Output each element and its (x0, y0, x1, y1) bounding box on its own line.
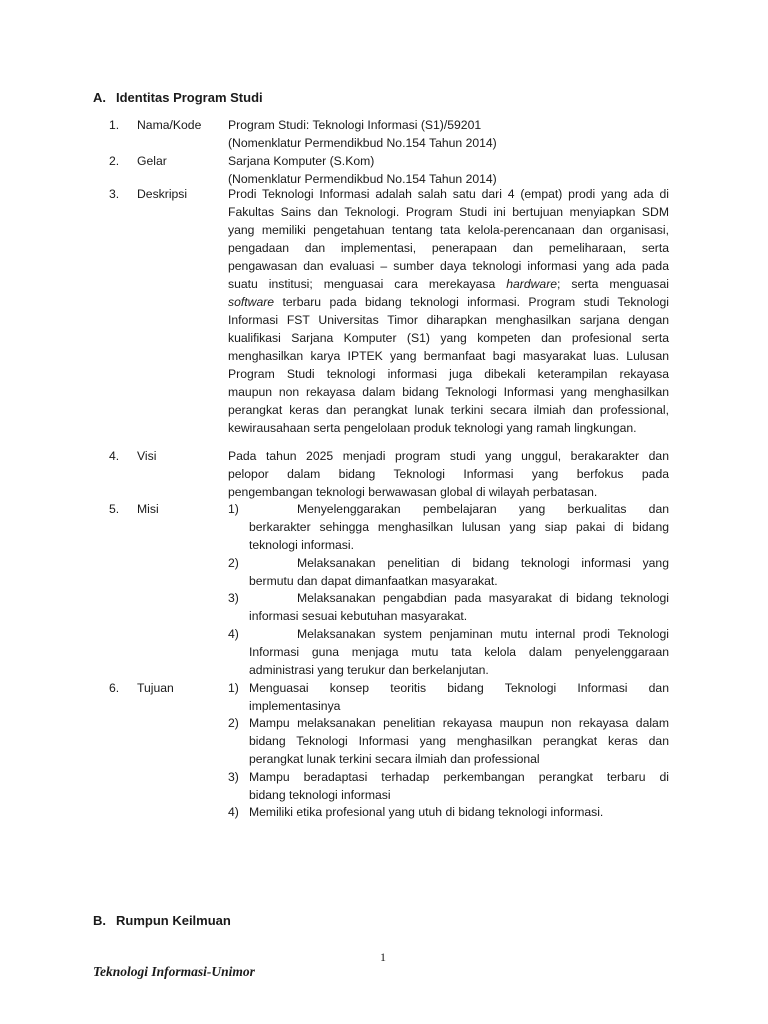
text-line: Informasi FST Universitas Timor diharapkan menghasilkan sarjana dengan (228, 313, 669, 327)
item-body (249, 714, 669, 768)
text-line: perangkat keras dan perangkat lunak terkini secara ilmiah dan professional, (228, 403, 669, 417)
row-number: 1. (109, 118, 120, 132)
row-number: 2. (109, 154, 120, 168)
text-segment: Melaksanakan penelitian di bidang teknologi informasi yang (297, 556, 669, 570)
row-number: 3. (109, 187, 120, 201)
text-line: Program Studi: Teknologi Informasi (S1)/59201 (228, 118, 482, 132)
section-a-title: Identitas Program Studi (116, 90, 263, 105)
text-line: teknologi informasi. (249, 538, 354, 552)
text-segment: suatu institusi; menguasai cara merekayasa (228, 277, 496, 291)
text-line: Sarjana Komputer (S.Kom) (228, 154, 375, 168)
text-line: pelopor dalam bidang Teknologi Informasi yang berfokus pada (228, 467, 669, 481)
section-b-heading (93, 913, 231, 929)
item-index: 1) (228, 681, 239, 695)
row-label: Tujuan (137, 681, 174, 695)
text-line: Menguasai konsep teoritis bidang Teknologi Informasi dan (249, 681, 669, 695)
item-body (249, 625, 669, 679)
row-content (228, 116, 669, 152)
text-line: maupun non rekayasa dalam bidang Teknologi Informasi yang menghasilkan (228, 385, 669, 399)
text-line: administrasi yang terukur dan berkelanjutan. (249, 663, 489, 677)
text-line: implementasinya (249, 699, 341, 713)
text-line: kualifikasi Sarjana Komputer (S1) yang kompeten dan profesional serta (228, 331, 669, 345)
row-label: Deskripsi (137, 187, 188, 201)
text-line (249, 500, 669, 518)
text-line: bidang teknologi informasi (249, 788, 391, 802)
item-index: 3) (228, 591, 239, 605)
item-index: 3) (228, 770, 239, 784)
item-index: 4) (228, 805, 239, 819)
row-label: Misi (137, 502, 159, 516)
item-index: 2) (228, 716, 239, 730)
item-body (249, 589, 669, 625)
text-line-mixed (228, 275, 669, 293)
row-number: 5. (109, 502, 120, 516)
item-index: 4) (228, 627, 239, 641)
text-line: bidang Teknologi Informasi yang menghasilkan perangkat keras dan (249, 734, 669, 748)
item-body (249, 500, 669, 554)
text-line: Program Studi teknologi informasi juga dibekali keterampilan rekayasa (228, 367, 669, 381)
text-line: bermutu dan dapat dimanfaatkan masyarakat. (249, 574, 498, 588)
text-segment: ; serta menguasai (557, 277, 669, 291)
text-line: Fakultas Sains dan Teknologi. Program Studi ini bertujuan menyiapkan SDM (228, 205, 669, 219)
text-segment: Menyelenggarakan pembelajaran yang berkualitas dan (297, 502, 669, 516)
item-index: 2) (228, 556, 239, 570)
item-body (249, 679, 669, 715)
text-line (249, 589, 669, 607)
text-line: informasi sesuai kebutuhan masyarakat. (249, 609, 468, 623)
section-a-heading (93, 90, 263, 106)
text-line: pengembangan teknologi berwawasan global di wilayah perbatasan. (228, 485, 598, 499)
row-number: 4. (109, 449, 120, 463)
section-b-title: Rumpun Keilmuan (116, 913, 231, 928)
text-line: Prodi Teknologi Informasi adalah salah satu dari 4 (empat) prodi yang ada di (228, 187, 669, 201)
text-line: berkarakter sehingga menghasilkan lulusan yang siap pakai di bidang (249, 520, 669, 534)
text-segment: Melaksanakan system penjaminan mutu internal prodi Teknologi (297, 627, 669, 641)
item-index: 1) (228, 502, 239, 516)
item-body (249, 803, 669, 821)
text-line: (Nomenklatur Permendikbud No.154 Tahun 2014) (228, 172, 497, 186)
item-body (249, 554, 669, 590)
item-body (249, 768, 669, 804)
text-segment: Melaksanakan pengabdian pada masyarakat di bidang teknologi (297, 591, 669, 605)
text-line (249, 554, 669, 572)
text-segment: terbaru pada bidang teknologi informasi. Program studi Teknologi (274, 295, 669, 309)
footer-title: Teknologi Informasi-Unimor (93, 964, 255, 979)
text-line: pengawasan dan evaluasi – sumber daya teknologi informasi yang ada pada (228, 259, 669, 273)
text-line: (Nomenklatur Permendikbud No.154 Tahun 2014) (228, 136, 497, 150)
row-label: Visi (137, 449, 157, 463)
text-line: Mampu melaksanakan penelitian rekayasa maupun non rekayasa dalam (249, 716, 669, 730)
text-line: pengadaan dan implementasi, penerapaan dan pemeliharaan, serta (228, 241, 669, 255)
text-line: Pada tahun 2025 menjadi program studi yang unggul, berakarakter dan (228, 449, 669, 463)
text-line: kewirausahaan serta pengelolaan produk teknologi yang ramah lingkungan. (228, 421, 637, 435)
row-label: Gelar (137, 154, 167, 168)
page-number: 1 (380, 950, 386, 964)
italic-term: hardware (506, 277, 558, 291)
row-number: 6. (109, 681, 120, 695)
row-content (228, 447, 669, 501)
italic-term: software (228, 295, 275, 309)
text-line: perangkat lunak terkini secara ilmiah dan professional (249, 752, 540, 766)
text-line: menghasilkan karya IPTEK yang bermanfaat bagi masyarakat luas. Lulusan (228, 349, 669, 363)
text-line: Informasi guna menjaga mutu tata kelola dalam penyelenggaraan (249, 645, 669, 659)
text-line (249, 625, 669, 643)
text-line: yang memiliki pengetahuan tentang tata kelola-perencanaan dan organisasi, (228, 223, 669, 237)
section-b-letter: B. (93, 913, 106, 928)
row-label: Nama/Kode (137, 118, 202, 132)
row-content (228, 152, 669, 188)
text-line-mixed (228, 293, 669, 311)
row-content (228, 185, 669, 437)
section-a-letter: A. (93, 90, 106, 105)
text-line: Memiliki etika profesional yang utuh di bidang teknologi informasi. (249, 805, 604, 819)
text-line: Mampu beradaptasi terhadap perkembangan perangkat terbaru di (249, 770, 669, 784)
